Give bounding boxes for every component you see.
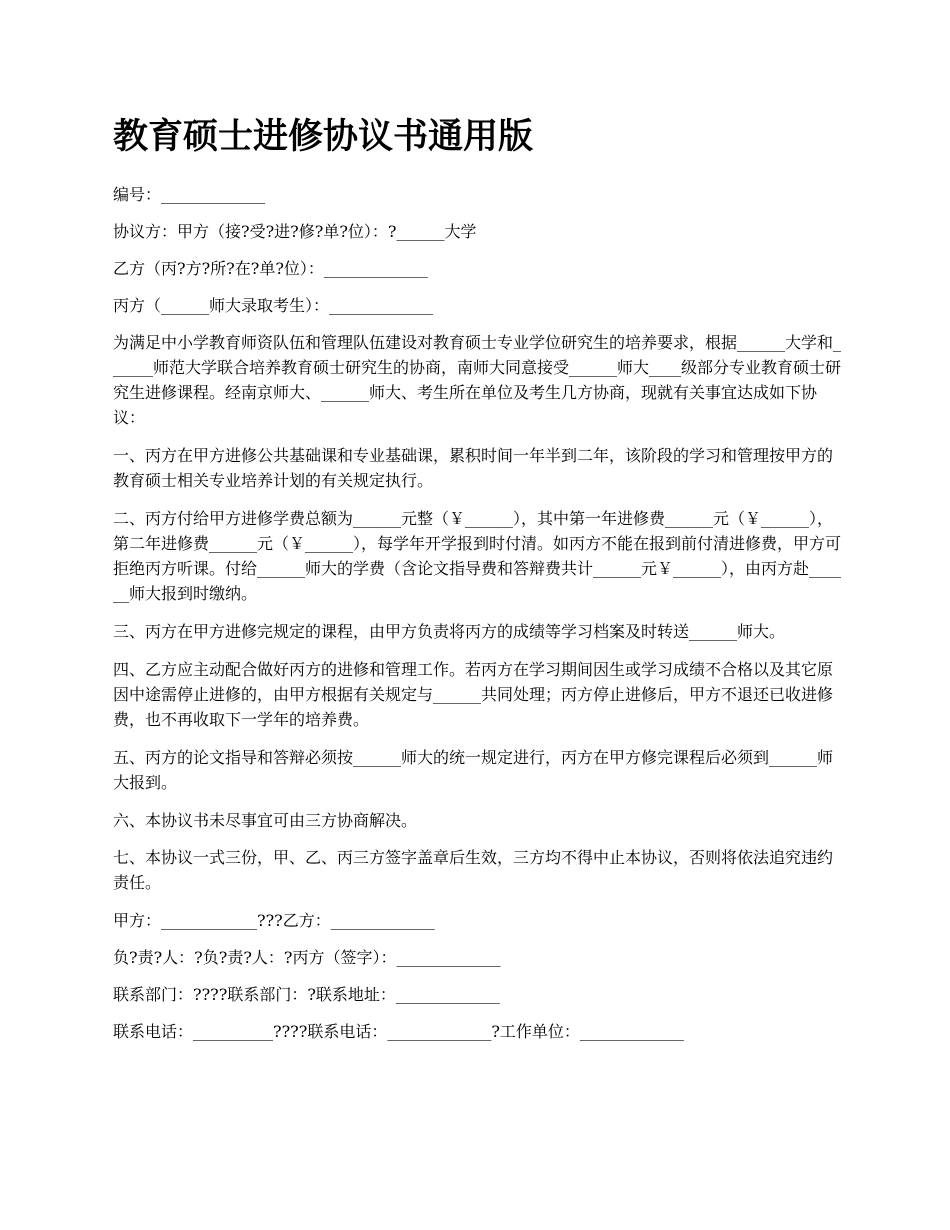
- clause-2: 二、丙方付给甲方进修学费总额为______元整（￥______），其中第一年进修费______元（￥______），第二年进修费______元（￥______），每学年开学报到时付清。如丙方不能在报到前付清进修费，甲方可拒绝丙方听课。付给______师大的学费（含论文指导费和答辩费共计______元￥______），由丙方赴______师大报到时缴纳。: [113, 509, 842, 603]
- clause-7: 七、本协议一式三份，甲、乙、丙三方签字盖章后生效，三方均不得中止本协议，否则将依法追究违约责任。: [113, 848, 834, 892]
- serial-number-line: 编号：_____________: [113, 185, 266, 204]
- signature-parties-line: 甲方：____________???乙方：_____________: [113, 911, 435, 930]
- party-c-line: 丙方（______师大录取考生）：_____________: [113, 296, 434, 315]
- party-b-line: 乙方（丙?方?所?在?单?位）：_____________: [113, 259, 428, 278]
- party-a-line: 协议方：甲方（接?受?进?修?单?位）：?______大学: [113, 222, 477, 241]
- preamble-paragraph: 为满足中小学教育师资队伍和管理队伍建设对教育硕士专业学位研究生的培养要求，根据______大学和______师范大学联合培养教育硕士研究生的协商，南师大同意接受______师大____级部分专业教育硕士研究生进修课程。经南京师大、______师大、考生所在单位及考生几方协商，现就有关事宜达成如下协议：: [113, 333, 842, 427]
- clause-6: 六、本协议书未尽事宜可由三方协商解决。: [113, 811, 418, 830]
- contact-phone-line: 联系电话：__________????联系电话：_____________?工作单位：_____________: [113, 1022, 684, 1041]
- contact-department-line: 联系部门：????联系部门：?联系地址：_____________: [113, 985, 500, 1004]
- clause-5: 五、丙方的论文指导和答辩必须按______师大的统一规定进行，丙方在甲方修完课程后必须到______师大报到。: [113, 748, 834, 792]
- responsible-person-line: 负?责?人：?负?责?人：?丙方（签字）：_____________: [113, 948, 501, 967]
- document-page: [113, 112, 841, 1056]
- clause-4: 四、乙方应主动配合做好丙方的进修和管理工作。若丙方在学习期间因生或学习成绩不合格以及其它原因中途需停止进修的，由甲方根据有关规定与______共同处理；丙方停止进修后，甲方不退还已收进修费，也不再收取下一学年的培养费。: [113, 660, 834, 729]
- clause-3: 三、丙方在甲方进修完规定的课程，由甲方负责将丙方的成绩等学习档案及时转送______师大。: [113, 622, 786, 641]
- clause-1: 一、丙方在甲方进修公共基础课和专业基础课，累积时间一年半到二年，该阶段的学习和管理按甲方的教育硕士相关专业培养计划的有关规定执行。: [113, 446, 834, 490]
- document-title: 教育硕士进修协议书通用版: [113, 117, 534, 157]
